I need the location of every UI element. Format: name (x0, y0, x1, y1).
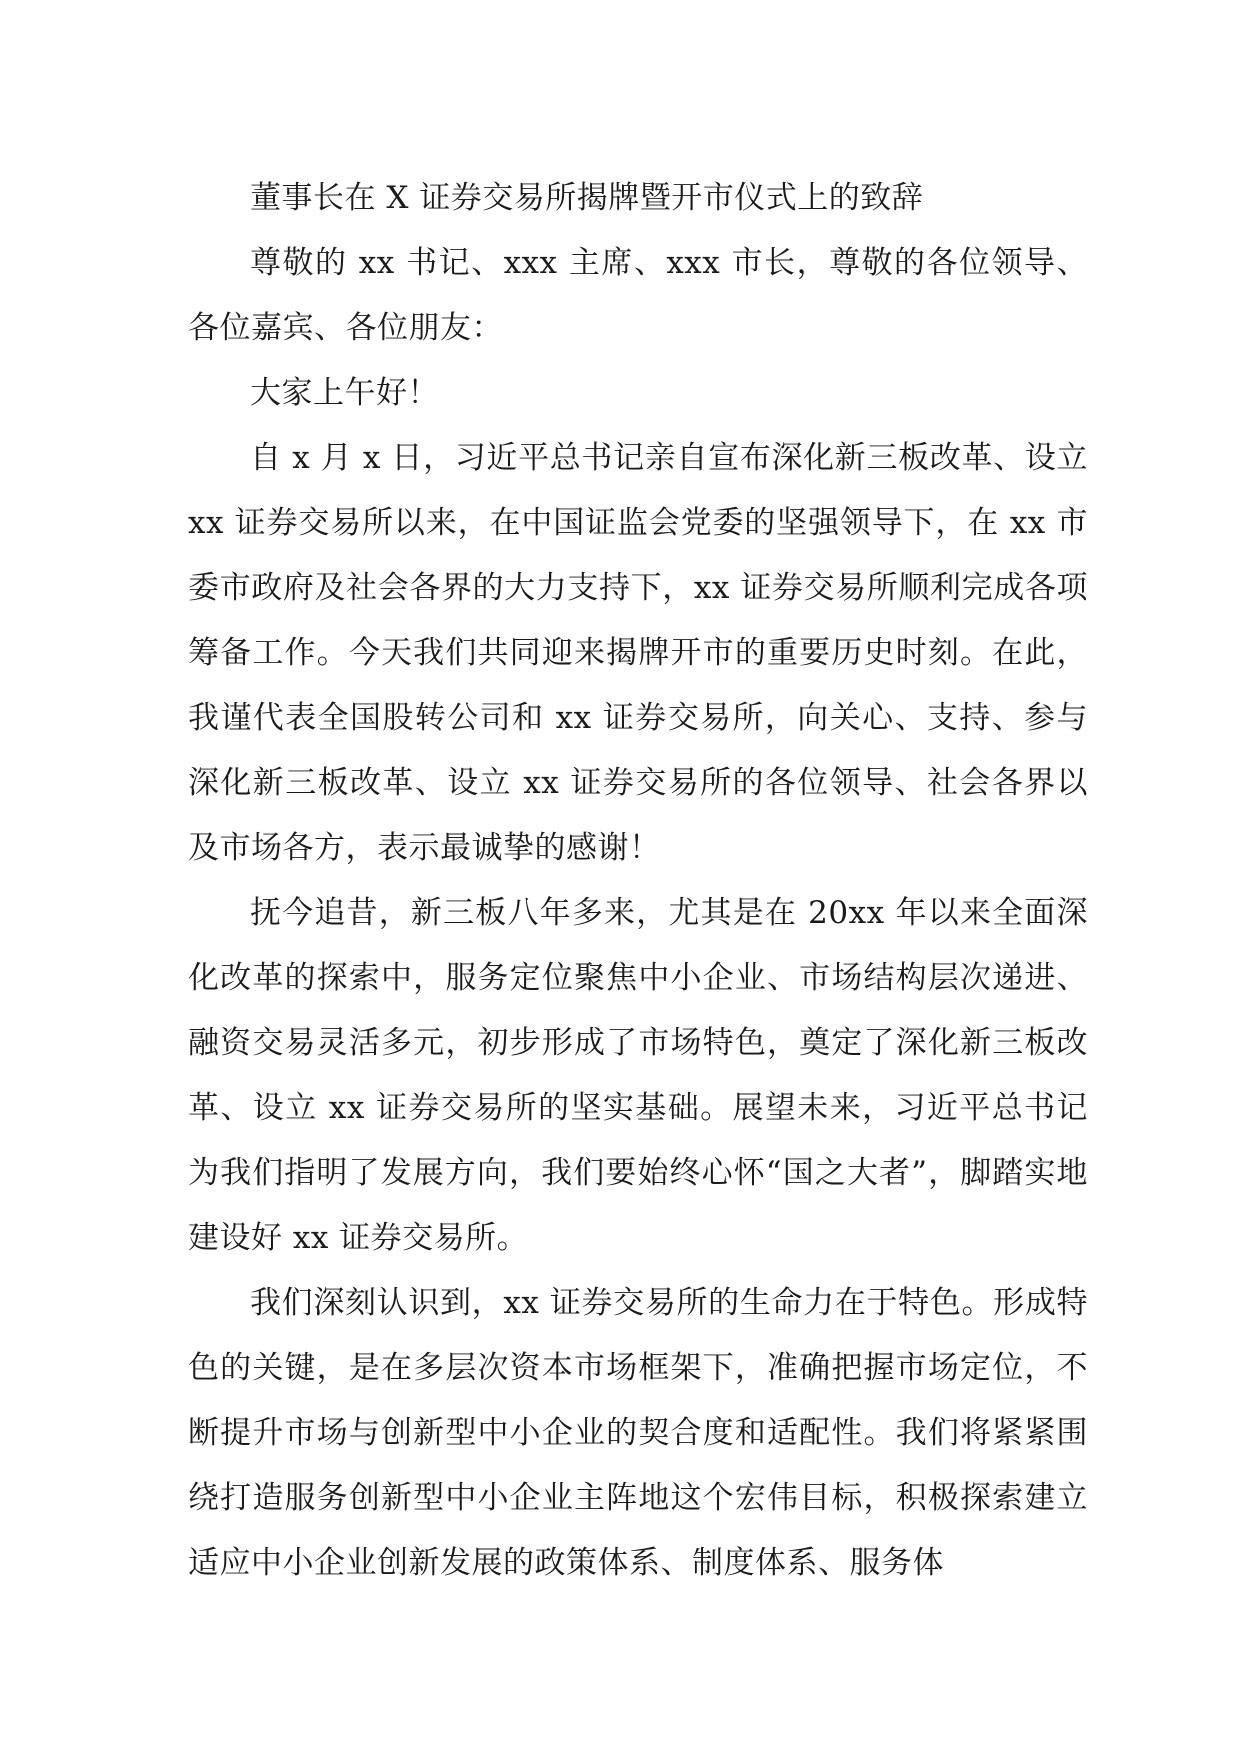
document-title: 董事长在 X 证券交易所揭牌暨开市仪式上的致辞 (250, 180, 924, 216)
paragraph-1: 自 x 月 x 日，习近平总书记亲自宣布深化新三板改革、设立 xx 证券交易所以来，在中国证监会党委的坚强领导下，在 xx 市委市政府及社会各界的大力支持下，xx 证券交易所顺利完成各项筹备工作。今天我们共同迎来揭牌开市的重要历史时刻。在此，我谨代表全国股转公司和 xx 证券交易所，向关心、支持、参与深化新三板改革、设立 xx 证券交易所的各位领导、社会各界以及市场各方，表示最诚挚的感谢！ (188, 440, 1088, 866)
paragraph-3: 我们深刻认识到，xx 证券交易所的生命力在于特色。形成特色的关键，是在多层次资本市场框架下，准确把握市场定位，不断提升市场与创新型中小企业的契合度和适配性。我们将紧紧围绕打造服务创新型中小企业主阵地这个宏伟目标，积极探索建立适应中小企业创新发展的政策体系、制度体系、服务体 (188, 1285, 1088, 1581)
salutation: 尊敬的 xx 书记、xxx 主席、xxx 市长，尊敬的各位领导、各位嘉宾、各位朋友： (188, 245, 1088, 346)
greeting: 大家上午好！ (250, 375, 439, 411)
document-body (188, 166, 1088, 1596)
paragraph-2: 抚今追昔，新三板八年多来，尤其是在 20xx 年以来全面深化改革的探索中，服务定位聚焦中小企业、市场结构层次递进、融资交易灵活多元，初步形成了市场特色，奠定了深化新三板改革、设立 xx 证券交易所的坚实基础。展望未来，习近平总书记为我们指明了发展方向，我们要始终心怀“国之大者”，脚踏实地建设好 xx 证券交易所。 (188, 895, 1088, 1256)
